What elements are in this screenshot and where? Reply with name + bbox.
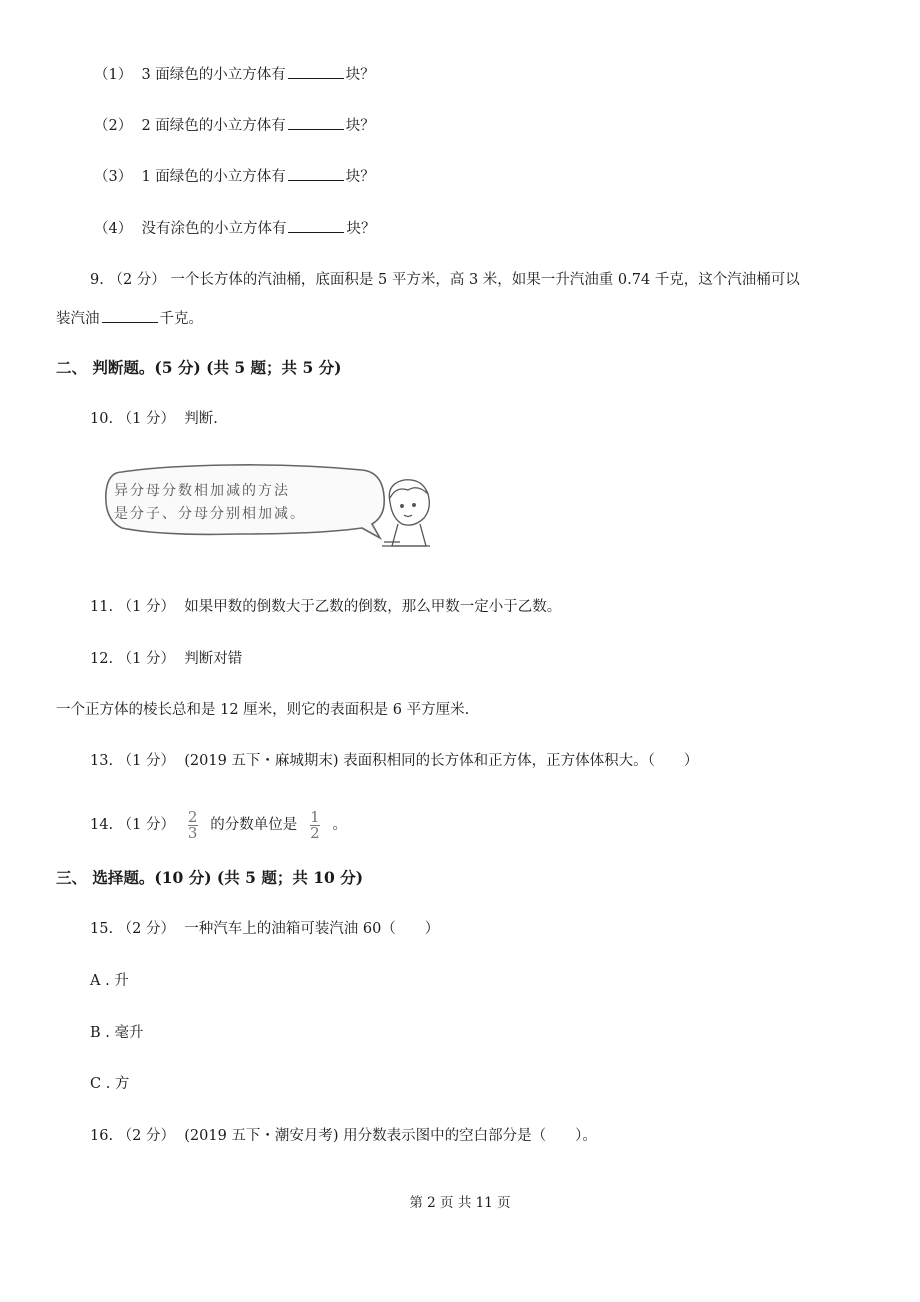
question-13: 13. （1 分） (2019 五下・麻城期末) 表面积相同的长方体和正方体，正方体体积大。（ ）	[90, 753, 699, 769]
answer-blank[interactable]	[288, 218, 344, 233]
speech-bubble-graphic	[100, 462, 438, 562]
boy-icon	[382, 480, 430, 546]
answer-blank[interactable]	[288, 115, 344, 130]
option-a[interactable]: A . 升	[90, 973, 129, 989]
question-9-cont: 装汽油 千克。	[56, 308, 203, 329]
question-10: 10. （1 分） 判断.	[90, 411, 218, 427]
question-12: 12. （1 分） 判断对错	[90, 651, 243, 667]
question-12-statement: 一个正方体的棱长总和是 12 厘米，则它的表面积是 6 平方厘米.	[56, 702, 470, 718]
bubble-line-2: 是分子、分母分别相加减。	[114, 506, 306, 522]
section-2-title: 二、 判断题。(5 分) (共 5 题；共 5 分)	[56, 358, 342, 377]
question-11: 11. （1 分） 如果甲数的倒数大于乙数的倒数，那么甲数一定小于乙数。	[90, 599, 562, 615]
speech-bubble-illustration	[100, 462, 438, 562]
section-3-title: 三、 选择题。(10 分) (共 5 题；共 10 分)	[56, 868, 364, 887]
page-footer: 第 2 页 共 11 页	[409, 1195, 511, 1211]
fraction-two-thirds: $\frac{2}{3}$	[187, 807, 198, 842]
q8-sub-4: （4） 没有涂色的小立方体有 块？	[94, 218, 375, 239]
question-16: 16. （2 分） (2019 五下・潮安月考) 用分数表示图中的空白部分是（ ）。	[90, 1128, 597, 1144]
q8-sub-2: （2） 2 面绿色的小立方体有 块？	[94, 115, 375, 136]
option-c[interactable]: C . 方	[90, 1076, 130, 1092]
answer-blank[interactable]	[102, 308, 158, 323]
answer-blank[interactable]	[288, 64, 344, 79]
question-9: 9. （2 分） 一个长方体的汽油桶，底面积是 5 平方米，高 3 米，如果一升汽油重 0.74 千克，这个汽油桶可以	[90, 272, 800, 288]
q8-sub-3: （3） 1 面绿色的小立方体有 块？	[94, 166, 375, 187]
question-15: 15. （2 分） 一种汽车上的油箱可装汽油 60（ ）	[90, 921, 440, 937]
q8-sub-1: （1） 3 面绿色的小立方体有 块？	[94, 64, 375, 85]
option-b[interactable]: B . 毫升	[90, 1025, 144, 1041]
bubble-line-1: 异分母分数相加减的方法	[114, 483, 290, 499]
answer-blank[interactable]	[288, 166, 344, 181]
fraction-one-half: $\frac{1}{2}$	[310, 807, 320, 842]
question-14: 14. （1 分） $\frac{2}{3}$ 的分数单位是 $\frac{1}{2}$ 。	[90, 807, 347, 842]
